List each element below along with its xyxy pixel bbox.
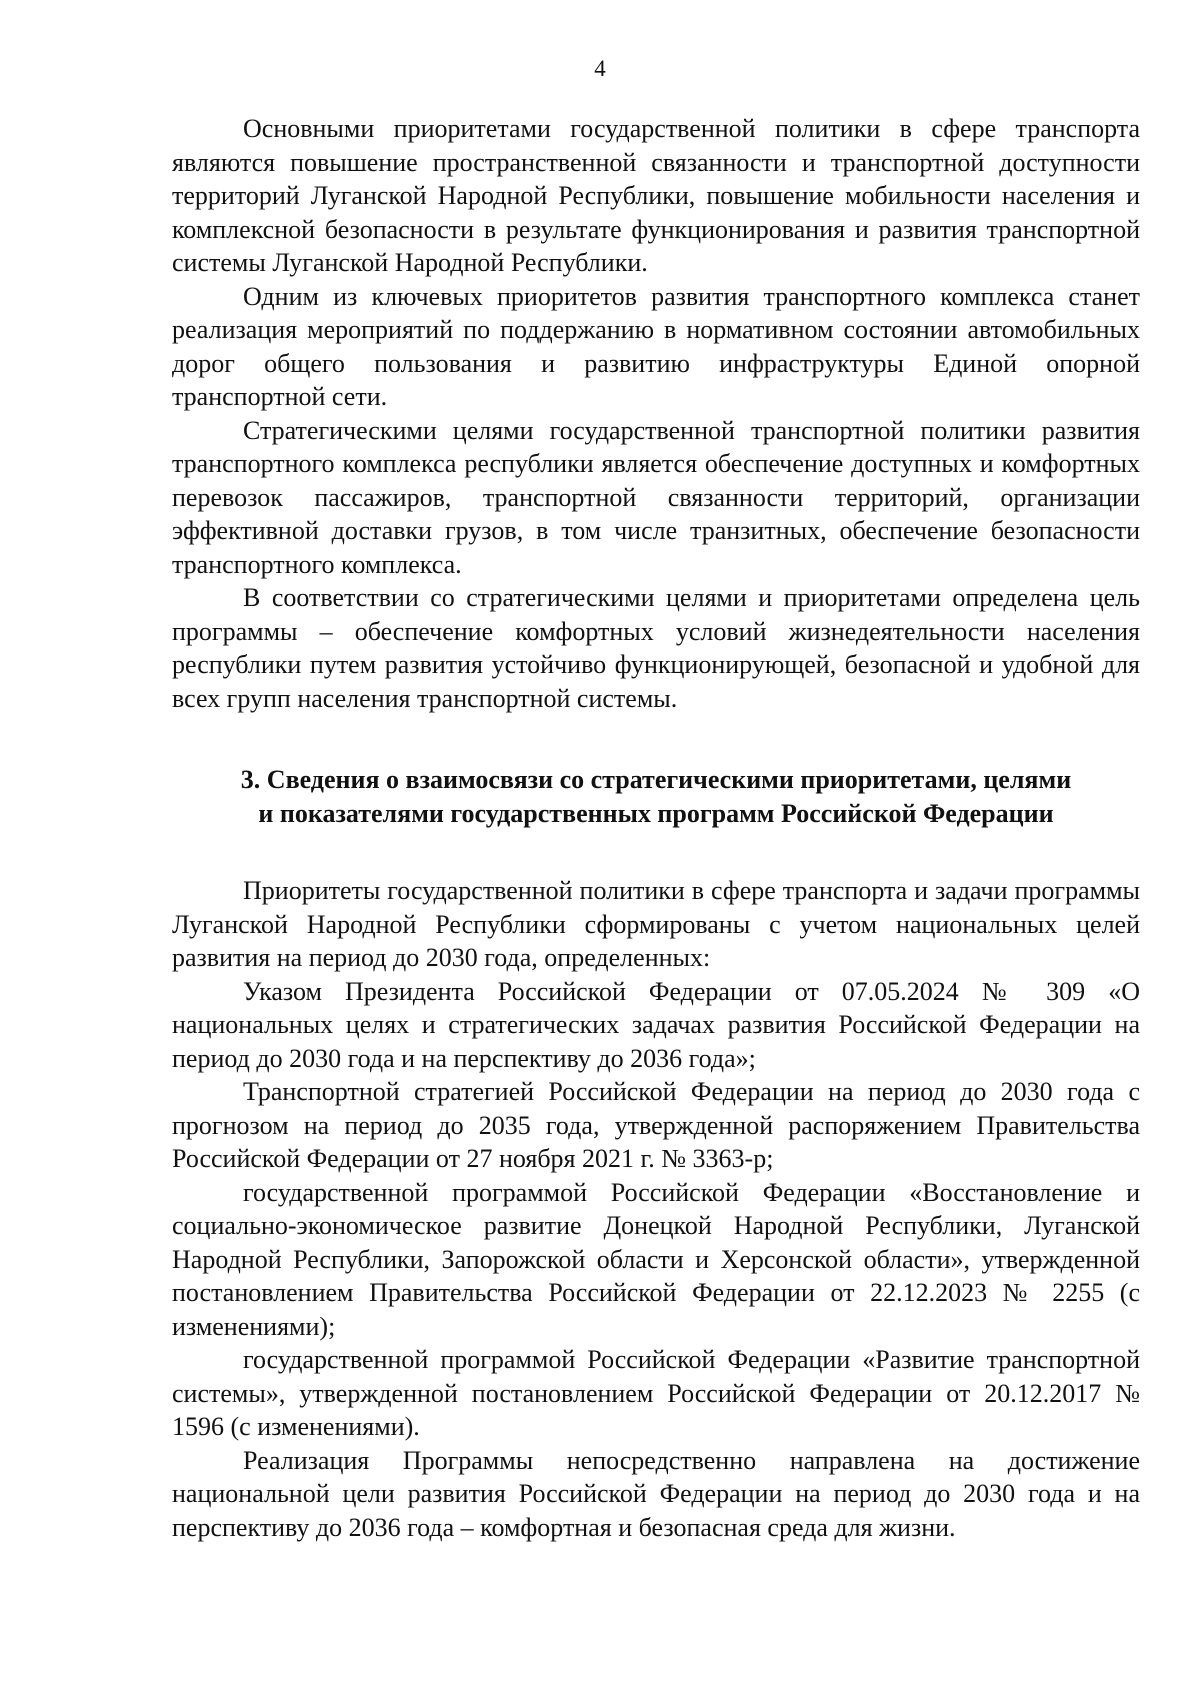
page-content <box>172 112 1140 1544</box>
paragraph-national-goals: Приоритеты государственной политики в сфере транспорта и задачи программы Луганской Народной Республики сформированы с учетом национальных целей развития на период до 2030 года, определенных: <box>172 876 1140 972</box>
paragraph-restoration-program: государственной программой Российской Федерации «Восстановление и социально-экономическое развитие Донецкой Народной Республики, Луганской Народной Республики, Запорожской области и Херсонской области», утвержденной постановлением Правительства Российской Федерации от 22.12.2023 № 2255 (с изменениями); <box>172 1177 1140 1341</box>
paragraph-program-goal: В соответствии со стратегическими целями и приоритетами определена цель программы – обеспечение комфортных условий жизнедеятельности населения республики путем развития устойчиво функционирующей, безопасной и удобной для всех групп населения транспортной системы. <box>172 583 1140 713</box>
section-3-heading-line-1: 3. Сведения о взаимосвязи со стратегическими приоритетами, целями <box>240 765 1072 794</box>
section-3-heading <box>172 763 1140 830</box>
paragraph-transport-system-program: государственной программой Российской Федерации «Развитие транспортной системы», утвержденной постановлением Российской Федерации от 20.12.2017 № 1596 (с изменениями). <box>172 1345 1140 1441</box>
paragraph-transport-strategy: Транспортной стратегией Российской Федерации на период до 2030 года с прогнозом на период до 2035 года, утвержденной распоряжением Правительства Российской Федерации от 27 ноября 2021 г. № 3363-р; <box>172 1077 1140 1173</box>
page-number: 4 <box>594 56 606 81</box>
paragraph-program-implementation: Реализация Программы непосредственно направлена на достижение национальной цели развития Российской Федерации на период до 2030 года и на перспективу до 2036 года – комфортная и безопасная среда для жизни. <box>172 1445 1140 1542</box>
paragraph-presidential-decree: Указом Президента Российской Федерации от 07.05.2024 № 309 «О национальных целях и стратегических задачах развития Российской Федерации на период до 2030 года и на перспективу до 2036 года»; <box>172 976 1140 1073</box>
section-3-heading-line-2: и показателями государственных программ Российской Федерации <box>258 798 1054 828</box>
paragraph-strategic-goals: Стратегическими целями государственной транспортной политики развития транспортного комплекса республики является обеспечение доступных и комфортных перевозок пассажиров, транспортной связанности территорий, организации эффективной доставки грузов, в том числе транзитных, обеспечение безопасности транспортного комплекса. <box>172 415 1140 579</box>
paragraph-key-priority: Одним из ключевых приоритетов развития транспортного комплекса станет реализация мероприятий по поддержанию в нормативном состоянии автомобильных дорог общего пользования и развитию инфраструктуры Единой опорной транспортной сети. <box>172 281 1140 411</box>
paragraph-transport-priorities: Основными приоритетами государственной политики в сфере транспорта являются повышение пространственной связанности и транспортной доступности территорий Луганской Народной Республики, повышение мобильности населения и комплексной безопасности в результате функционирования и развития транспортной системы Луганской Народной Республики. <box>172 114 1140 277</box>
